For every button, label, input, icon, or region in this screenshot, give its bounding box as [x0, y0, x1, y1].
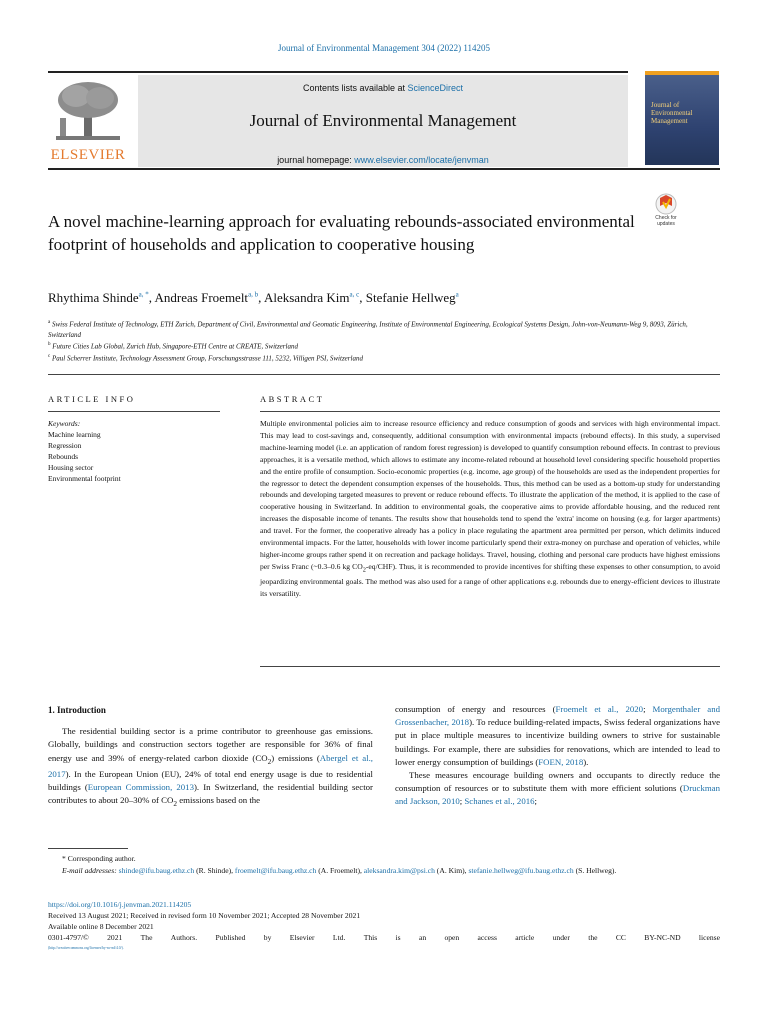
license-line	[48, 932, 720, 943]
footnotes	[48, 853, 720, 876]
contents-line	[138, 83, 628, 93]
affiliation	[48, 340, 720, 352]
text-run: ;	[459, 796, 465, 807]
subscript: 2	[173, 798, 178, 808]
check-updates-icon	[648, 193, 684, 215]
license-word: CC	[615, 933, 626, 942]
author-name[interactable]: Rhythima Shinde	[48, 290, 139, 305]
abstract-part: -eq/CHF). Thus, it is recommended to provide incentives for shifting these expenses to other consumption, to avoid jeopardizing environmental goals. The method was also used for a range of other applications e.g. rebounds due to energy-efficient devices to illustrate its versatility.	[260, 561, 720, 599]
intro-column-right	[395, 703, 720, 809]
abstract-text	[260, 418, 720, 600]
author-affil-marker[interactable]: a	[455, 290, 459, 299]
author-affil-marker[interactable]: a, b	[248, 290, 259, 299]
citation-link[interactable]: European Commission, 2013	[87, 781, 194, 792]
author-separator: ,	[359, 290, 366, 305]
text-run: These measures encourage building owners and occupants to directly reduce the consumption of resources or to substitute them with more efficient solutions (	[395, 770, 720, 794]
license-word: This	[363, 933, 378, 942]
affiliation	[48, 352, 720, 364]
abstract-subscript: 2	[362, 566, 366, 574]
citation-link[interactable]: Froemelt et al., 2020	[555, 704, 644, 714]
article-info-heading: ARTICLE INFO	[48, 394, 136, 404]
license-word: the	[588, 933, 598, 942]
license-word: Authors.	[170, 933, 198, 942]
license-word: Ltd.	[332, 933, 346, 942]
text-run: ) emissions (	[271, 752, 320, 763]
keyword: Rebounds	[48, 452, 78, 461]
author-name[interactable]: Aleksandra Kim	[263, 290, 350, 305]
author-name[interactable]: Stefanie Hellweg	[365, 290, 456, 305]
email-link[interactable]: froemelt@ifu.baug.ethz.ch	[234, 865, 317, 875]
email-link[interactable]: stefanie.hellweg@ifu.baug.ethz.ch	[468, 865, 574, 875]
email-link[interactable]: aleksandra.kim@psi.ch	[363, 865, 435, 875]
abstract-part: Multiple environmental policies aim to increase resource efficiency and reduce consumption of goods and services with high environmental impact. This may lead to cost-savings and, consequently, additional consumption with environmental impacts (rebound effects). In this study, a supervised machine-learning model (i.e. an application of random forest regression) is developed to quantify consumption rebound effects. In contrast to previous approaches, it is a versatile method, which allows to estimate any income-related rebound at household level considering specific household properties and the entire profile of consumption. Socio-economic properties (e.g. income, age group) of the households are used as the independent properties for the regressor to detect the dependent consumption expenses of the households. Thus, this method can be used as a bottom-up study for understanding rebounds and developing targeted measures to prevent or reduce rebound effects. To illustrate the application of the method, it is applied to the case of cooperative housing in Switzerland. In addition to environmental goals, the cooperative aims to provide affordable housing, and the reduced rent increases the disposable income of tenants. The results show that households tend to spend the 'extra' income on housing (e.g. for larger apartments) and travel. For the former, the cooperative already has a policy in place regulating the apartment area permitted per person, which delimits induced environmental impacts. For the latter, households with lower income particularly spend their extra-money on purchase and operation of vehicles, while higher-income groups rather spend it on recreation and package holidays. Travel, housing, clothing and personal care products have highest emissions per Swiss Franc (~0.3–0.6 kg CO	[260, 419, 720, 571]
affiliations	[48, 318, 720, 364]
author-list	[48, 290, 720, 306]
doi-link[interactable]: https://doi.org/10.1016/j.jenvman.2021.114205	[48, 900, 192, 909]
email-addresses	[48, 865, 720, 877]
homepage-label: journal homepage:	[277, 155, 355, 165]
abstract-heading: ABSTRACT	[260, 394, 325, 404]
masthead-bottom-rule	[48, 168, 720, 170]
publication-info	[48, 899, 720, 954]
email-label: E-mail addresses:	[62, 865, 119, 875]
keyword: Housing sector	[48, 463, 94, 472]
affiliation-marker: c	[48, 354, 51, 360]
author-separator: ,	[148, 290, 155, 305]
homepage-link[interactable]: www.elsevier.com/locate/jenvman	[354, 155, 489, 165]
intro-heading: 1. Introduction	[48, 705, 106, 715]
abstract-rule	[260, 411, 720, 412]
license-url[interactable]: (http://creativecommons.org/licenses/by-nc-nd/4.0/).	[48, 946, 124, 950]
header-divider	[48, 374, 720, 375]
text-run: ).	[583, 756, 589, 767]
license-word: an	[418, 933, 427, 942]
license-word: 0301-4797/©	[48, 933, 89, 942]
author-name[interactable]: Andreas Froemelt	[154, 290, 249, 305]
license-word: Published	[215, 933, 246, 942]
affiliation-marker: a	[48, 320, 51, 325]
publisher-name: ELSEVIER	[50, 147, 126, 163]
citation-link[interactable]: Schanes et al., 2016	[464, 796, 535, 807]
article-title: A novel machine-learning approach for evaluating rebounds-associated environmental footprint of households and application to cooperative housing	[48, 212, 635, 254]
author-separator: ,	[258, 290, 264, 305]
citation-link[interactable]: Abergel et al., 2017	[48, 752, 373, 779]
contents-prefix: Contents lists available at	[302, 83, 408, 93]
license-word: is	[395, 933, 401, 942]
citation-link[interactable]: FOEN, 2018	[538, 756, 584, 767]
email-link[interactable]: shinde@ifu.baug.ethz.ch	[118, 865, 195, 875]
journal-reference[interactable]: Journal of Environmental Management 304 (2022) 114205	[277, 43, 491, 53]
email-owner: (A. Froemelt),	[316, 865, 364, 875]
abstract-bottom-rule	[260, 666, 720, 667]
text-run: ;	[643, 704, 653, 714]
text-run: ). In the European Union (EU), 24% of total end energy usage is due to residential buildings (	[48, 768, 373, 792]
affiliation-text: Future Cities Lab Global, Zurich Hub, Singapore-ETH Centre at CREATE, Switzerland	[52, 342, 298, 351]
keywords-block	[48, 418, 220, 484]
license-word: The	[140, 933, 153, 942]
license-word: 2021	[107, 933, 123, 942]
text-run: ;	[534, 796, 537, 807]
intro-paragraph	[48, 725, 373, 810]
sciencedirect-link[interactable]: ScienceDirect	[407, 83, 464, 93]
masthead-box	[138, 75, 628, 167]
corresponding-author-note: * Corresponding author.	[62, 854, 136, 863]
text-run: The residential building sector is a prime contributor to greenhouse gas emissions. Globally, buildings and construction sectors together are responsible for 36% of final energy use and 39% of energy-related carbon dioxide (CO	[48, 726, 373, 763]
text-run: consumption of energy and resources (	[395, 704, 556, 714]
received-dates: Received 13 August 2021; Received in revised form 10 November 2021; Accepted 28 November 2021	[48, 911, 361, 920]
intro-paragraph	[395, 703, 720, 769]
license-word: Elsevier	[289, 933, 315, 942]
license-word: under	[552, 933, 570, 942]
email-owner: (A. Kim),	[434, 865, 469, 875]
author-affil-marker[interactable]: a, *	[138, 290, 149, 299]
affiliation	[48, 318, 720, 340]
cover-title: Journal of Environmental Management	[651, 101, 693, 125]
text-run: ). To reduce building-related impacts, Swiss federal organizations have put in place multiple measures to incentivize building owners to strive for sustainable buildings. For example, there are subsidies for renovations, which are intended to lead to lower energy consumption of buildings (	[395, 717, 720, 767]
keyword: Machine learning	[48, 430, 101, 439]
footnote-rule	[48, 848, 128, 849]
license-word: by	[263, 933, 272, 942]
text-run: emissions based on the	[177, 794, 261, 805]
masthead	[48, 71, 628, 167]
author-affil-marker[interactable]: a, c	[349, 290, 360, 299]
citation-link[interactable]: Morgenthaler and Grossenbacher, 2018	[395, 704, 720, 728]
available-online: Available online 8 December 2021	[48, 922, 154, 931]
license-word: BY-NC-ND	[644, 933, 681, 942]
intro-paragraph	[395, 769, 720, 809]
license-word: license	[698, 933, 720, 942]
affiliation-marker: b	[48, 342, 51, 348]
homepage-line	[138, 155, 628, 165]
affiliation-text: Paul Scherrer Institute, Technology Assessment Group, Forschungsstrasse 111, 5232, Villigen PSI, Switzerland	[51, 354, 363, 363]
text-run: ). In Switzerland, the residential building sector contributes to about 20–30% of CO	[48, 781, 373, 805]
affiliation-text: Swiss Federal Institute of Technology, ETH Zurich, Department of Civil, Environmental and Geomatic Engineering, Institute of Environmental Engineering, Ecological Systems Design, John-von-Neumann-Weg 9, 8093, Zürich, Switzerland	[48, 320, 688, 339]
keyword: Regression	[48, 441, 82, 450]
email-owner: (R. Shinde),	[194, 865, 235, 875]
journal-cover[interactable]	[645, 71, 719, 165]
check-for-updates-badge[interactable]	[648, 193, 684, 233]
intro-column-left	[48, 704, 373, 810]
keywords-label: Keywords:	[48, 419, 81, 428]
license-word: open	[444, 933, 460, 942]
license-word: access	[477, 933, 497, 942]
email-owner: (S. Hellweg).	[573, 865, 617, 875]
badge-label: Check for updates	[655, 215, 677, 227]
journal-title: Journal of Environmental Management	[249, 111, 517, 130]
keyword: Environmental footprint	[48, 474, 121, 483]
subscript: 2	[267, 756, 272, 766]
license-word: article	[515, 933, 535, 942]
article-info-rule	[48, 411, 220, 412]
citation-link[interactable]: Druckman and Jackson, 2010	[395, 783, 720, 807]
